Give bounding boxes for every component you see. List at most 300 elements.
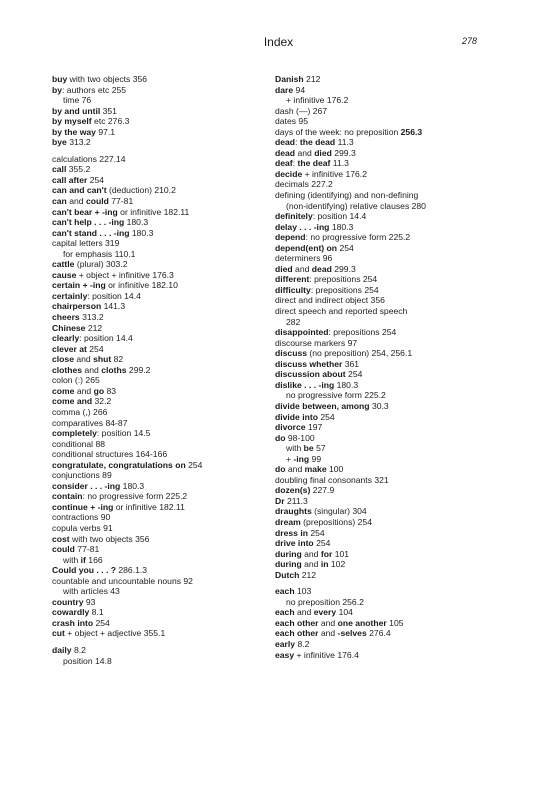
index-reference: (deduction) 210.2 xyxy=(106,185,176,196)
index-term: Chinese xyxy=(52,322,86,333)
index-entry xyxy=(275,650,485,661)
index-term: can and can't xyxy=(52,185,107,196)
index-reference: 77-81 xyxy=(108,196,134,207)
index-reference: 313.2 xyxy=(79,312,104,323)
index-term: could xyxy=(85,196,109,207)
index-entry xyxy=(275,586,485,597)
index-term: country xyxy=(52,596,84,607)
index-reference: + infinitive 176.2 xyxy=(286,95,349,106)
index-term: definitely xyxy=(275,211,313,222)
index-entry xyxy=(275,443,485,454)
index-entry xyxy=(275,517,485,528)
index-term: each other xyxy=(275,628,319,639)
index-entry xyxy=(52,127,257,138)
index-reference: (prepositions) 254 xyxy=(300,516,372,527)
index-reference: 105 xyxy=(386,617,404,628)
index-reference: comparatives 84-87 xyxy=(52,417,128,428)
index-column-left xyxy=(52,74,257,666)
index-entry xyxy=(275,169,485,180)
index-reference: 299.3 xyxy=(331,147,356,158)
index-term: draughts xyxy=(275,506,312,517)
index-entry xyxy=(52,95,257,106)
index-entry xyxy=(275,222,485,233)
index-term: dead xyxy=(275,147,296,158)
index-reference: 286.1.3 xyxy=(115,565,148,576)
index-reference: and xyxy=(66,196,86,207)
index-term: died xyxy=(275,263,293,274)
index-term: call xyxy=(52,164,67,175)
index-reference: 254 xyxy=(345,369,363,380)
index-term: cheers xyxy=(52,312,80,323)
index-reference: for emphasis 110.1 xyxy=(63,248,136,259)
index-entry xyxy=(275,327,485,338)
index-term: each other xyxy=(275,617,319,628)
index-entry xyxy=(275,274,485,285)
index-reference: 94 xyxy=(293,84,306,95)
index-entry xyxy=(52,618,257,629)
index-reference: calculations 227.14 xyxy=(52,153,126,164)
index-term: do xyxy=(275,464,286,475)
index-reference: (plural) 303.2 xyxy=(74,259,128,270)
index-entry xyxy=(52,502,257,513)
index-entry xyxy=(275,549,485,560)
index-reference: 11.3 xyxy=(330,158,349,169)
index-entry xyxy=(52,116,257,127)
index-reference: or infinitive 182.10 xyxy=(105,280,178,291)
index-term: contain xyxy=(52,491,83,502)
index-reference: and xyxy=(73,354,94,365)
index-reference: capital letters 319 xyxy=(52,238,120,249)
index-reference: (non-identifying) relative clauses 280 xyxy=(286,200,426,211)
index-reference: no progressive form 225.2 xyxy=(286,390,386,401)
index-reference: + object + infinitive 176.3 xyxy=(76,269,174,280)
index-term: one another xyxy=(337,617,387,628)
index-reference: and xyxy=(74,385,94,396)
index-reference: contractions 90 xyxy=(52,512,111,523)
index-term: can xyxy=(52,196,67,207)
index-reference: with two objects 356 xyxy=(69,533,150,544)
index-reference: 166 xyxy=(85,554,103,565)
index-term: dead xyxy=(275,137,296,148)
index-term: certainly xyxy=(52,290,88,301)
index-entry xyxy=(52,291,257,302)
index-entry xyxy=(52,428,257,439)
index-term: shut xyxy=(93,354,112,365)
index-reference: 100 xyxy=(326,464,344,475)
index-entry xyxy=(275,106,485,117)
index-term: do xyxy=(275,432,286,443)
index-term: disappointed xyxy=(275,327,329,338)
index-reference: 197 xyxy=(305,422,323,433)
index-entry xyxy=(52,449,257,460)
index-reference: and xyxy=(294,607,314,618)
index-reference: : position 14.4 xyxy=(312,211,367,222)
index-entry xyxy=(275,243,485,254)
index-term: clothes xyxy=(52,364,83,375)
index-entry xyxy=(52,565,257,576)
index-reference: discourse markers 97 xyxy=(275,337,358,348)
index-reference: 299.2 xyxy=(126,364,151,375)
index-term: dream xyxy=(275,516,301,527)
index-reference: or infinitive 182.11 xyxy=(117,206,190,217)
index-reference: : no progressive form 225.2 xyxy=(82,491,188,502)
index-term: each xyxy=(275,586,295,597)
index-reference: 77-81 xyxy=(74,544,100,555)
index-entry xyxy=(275,422,485,433)
index-reference: 30.3 xyxy=(369,400,389,411)
index-entry xyxy=(275,306,485,317)
index-reference: conditional structures 164-166 xyxy=(52,449,168,460)
index-term: close xyxy=(52,354,74,365)
index-reference: position 14.8 xyxy=(63,655,112,666)
index-term: dare xyxy=(275,84,294,95)
index-term: every xyxy=(313,607,337,618)
index-reference: 104 xyxy=(336,607,353,618)
index-entry xyxy=(52,407,257,418)
index-entry xyxy=(52,396,257,407)
index-reference: 212 xyxy=(299,569,317,580)
index-term: early xyxy=(275,638,296,649)
index-entry xyxy=(275,597,485,608)
index-reference: 361 xyxy=(342,358,360,369)
index-term: Dutch xyxy=(275,569,300,580)
index-entry xyxy=(275,285,485,296)
index-reference: and xyxy=(318,617,338,628)
index-entry xyxy=(275,538,485,549)
index-reference: : xyxy=(295,137,300,148)
index-reference: and xyxy=(82,364,102,375)
index-term: discuss xyxy=(275,348,308,359)
index-reference: 180.3 xyxy=(124,217,149,228)
index-reference: and xyxy=(318,628,338,639)
index-term: certain + -ing xyxy=(52,280,106,291)
index-reference: + xyxy=(286,453,294,464)
index-term: discussion about xyxy=(275,369,346,380)
index-term: divide between, among xyxy=(275,400,370,411)
index-entry xyxy=(52,628,257,639)
index-term: depend(ent) on xyxy=(275,242,338,253)
index-entry xyxy=(52,491,257,502)
index-reference: conjunctions 89 xyxy=(52,470,112,481)
index-entry xyxy=(275,390,485,401)
index-entry xyxy=(275,95,485,106)
index-entry xyxy=(275,148,485,159)
index-term: 256.3 xyxy=(400,126,423,137)
index-entry xyxy=(52,555,257,566)
index-term: make xyxy=(304,464,327,475)
index-term: cattle xyxy=(52,259,75,270)
index-reference: 57 xyxy=(313,443,326,454)
index-reference: 8.2 xyxy=(295,638,310,649)
index-entry xyxy=(52,586,257,597)
index-reference: (no preposition) 254, 256.1 xyxy=(307,348,413,359)
index-entry xyxy=(52,154,257,165)
index-term: clearly xyxy=(52,333,80,344)
index-entry xyxy=(52,333,257,344)
index-reference: + infinitive 176.4 xyxy=(294,649,359,660)
index-reference: and xyxy=(292,263,312,274)
index-entry xyxy=(275,433,485,444)
index-entry xyxy=(275,485,485,496)
index-reference: 82 xyxy=(111,354,124,365)
index-reference: 254 xyxy=(93,617,110,628)
index-entry xyxy=(52,270,257,281)
index-entry xyxy=(275,232,485,243)
index-entry xyxy=(52,196,257,207)
index-reference: decimals 227.2 xyxy=(275,179,333,190)
index-reference: with articles 43 xyxy=(63,586,120,597)
index-term: different xyxy=(275,274,310,285)
index-entry xyxy=(275,127,485,138)
index-reference: 8.1 xyxy=(89,607,104,618)
index-term: deaf xyxy=(275,158,293,169)
index-reference: defining (identifying) and non-defining xyxy=(275,190,419,201)
index-reference: and xyxy=(285,464,305,475)
index-entry xyxy=(275,369,485,380)
index-reference: determiners 96 xyxy=(275,253,333,264)
index-reference: dash (—) 267 xyxy=(275,105,328,116)
index-reference: etc 276.3 xyxy=(91,116,130,127)
index-entry xyxy=(52,375,257,386)
index-term: crash into xyxy=(52,617,94,628)
index-term: dozen(s) xyxy=(275,485,311,496)
index-reference: : position 14.5 xyxy=(96,428,151,439)
index-term: divorce xyxy=(275,422,306,433)
index-term: Dr xyxy=(275,495,285,506)
index-reference: : prepositions 254 xyxy=(310,284,379,295)
index-entry xyxy=(275,158,485,169)
index-term: by and until xyxy=(52,105,101,116)
index-reference: conditional 88 xyxy=(52,438,106,449)
index-reference: and xyxy=(301,559,321,570)
index-term: Could you . . . ? xyxy=(52,565,116,576)
index-reference: : authors etc 255 xyxy=(62,84,127,95)
index-entry xyxy=(275,639,485,650)
index-reference: 227.9 xyxy=(310,485,335,496)
index-reference: 313.2 xyxy=(66,137,91,148)
index-entry xyxy=(275,559,485,570)
index-entry xyxy=(275,338,485,349)
index-reference: 254 xyxy=(317,411,335,422)
index-reference: 99 xyxy=(309,453,322,464)
index-entry xyxy=(52,512,257,523)
index-term: cloths xyxy=(101,364,127,375)
index-reference: : prepositions 254 xyxy=(309,274,378,285)
index-term: buy xyxy=(52,74,68,84)
index-term: Danish xyxy=(275,74,304,84)
index-entry xyxy=(275,528,485,539)
index-entry xyxy=(52,312,257,323)
index-term: come xyxy=(52,385,75,396)
index-entry xyxy=(52,481,257,492)
index-entry xyxy=(52,597,257,608)
page-number: 278 xyxy=(462,36,478,46)
index-term: can't bear + -ing xyxy=(52,206,118,217)
index-reference: 98-100 xyxy=(285,432,315,443)
index-entry xyxy=(275,253,485,264)
index-reference: 83 xyxy=(104,385,117,396)
index-reference: 101 xyxy=(332,548,350,559)
index-entry xyxy=(275,464,485,475)
index-term: each xyxy=(275,607,295,618)
index-reference: 254 xyxy=(86,343,104,354)
index-entry xyxy=(52,323,257,334)
index-term: delay . . . -ing xyxy=(275,221,330,232)
index-entry xyxy=(52,228,257,239)
index-term: daily xyxy=(52,644,72,655)
index-entry xyxy=(52,470,257,481)
index-term: drive into xyxy=(275,538,314,549)
index-term: depend xyxy=(275,232,306,243)
index-entry xyxy=(52,344,257,355)
index-entry xyxy=(52,217,257,228)
index-reference: days of the week: no preposition xyxy=(275,126,401,137)
index-term: go xyxy=(93,385,105,396)
index-term: dislike . . . -ing xyxy=(275,379,335,390)
index-entry xyxy=(275,628,485,639)
index-term: divide into xyxy=(275,411,318,422)
index-term: by myself xyxy=(52,116,92,127)
index-entry xyxy=(275,348,485,359)
index-entry xyxy=(52,418,257,429)
index-entry xyxy=(275,454,485,465)
index-reference: 212 xyxy=(85,322,103,333)
index-reference: and xyxy=(295,147,315,158)
index-entry xyxy=(52,238,257,249)
index-term: consider . . . -ing xyxy=(52,480,121,491)
index-reference: doubling final consonants 321 xyxy=(275,474,389,485)
index-column-right xyxy=(275,74,485,660)
index-entry xyxy=(275,295,485,306)
index-entry xyxy=(52,576,257,587)
index-entry xyxy=(275,380,485,391)
index-term: can't help . . . -ing xyxy=(52,217,125,228)
index-reference: 254 xyxy=(185,459,203,470)
index-term: cut xyxy=(52,628,65,639)
index-reference: : no progressive form 225.2 xyxy=(305,232,411,243)
index-entry xyxy=(275,201,485,212)
index-reference: colon (:) 265 xyxy=(52,375,100,386)
index-entry xyxy=(275,190,485,201)
index-term: difficulty xyxy=(275,284,311,295)
index-entry xyxy=(52,175,257,186)
index-term: congratulate, congratulations on xyxy=(52,459,186,470)
index-reference: 102 xyxy=(328,559,346,570)
index-entry xyxy=(52,656,257,667)
index-reference: 212 xyxy=(303,74,321,84)
index-entry xyxy=(52,645,257,656)
index-entry xyxy=(275,412,485,423)
index-term: call after xyxy=(52,174,88,185)
index-entry xyxy=(52,607,257,618)
index-entry xyxy=(52,164,257,175)
index-entry xyxy=(52,534,257,545)
index-entry xyxy=(52,365,257,376)
index-entry xyxy=(275,74,485,85)
index-reference: 180.3 xyxy=(120,480,145,491)
index-term: by xyxy=(52,84,63,95)
index-entry xyxy=(275,618,485,629)
index-entry xyxy=(52,137,257,148)
index-reference: or infinitive 182.11 xyxy=(113,501,185,512)
index-entry xyxy=(52,106,257,117)
index-term: continue + -ing xyxy=(52,501,114,512)
index-reference: : xyxy=(292,158,298,169)
index-reference: 211.3 xyxy=(284,495,308,506)
index-entry xyxy=(52,523,257,534)
index-term: during xyxy=(275,559,302,570)
index-reference: + infinitive 176.2 xyxy=(302,168,367,179)
index-reference: 11.3 xyxy=(335,137,354,148)
index-term: bye xyxy=(52,137,67,148)
index-reference: 97.1 xyxy=(95,126,116,137)
index-reference: with two objects 356 xyxy=(67,74,148,84)
index-term: cause xyxy=(52,269,77,280)
index-entry xyxy=(275,85,485,96)
index-entry xyxy=(275,211,485,222)
index-entry xyxy=(52,185,257,196)
index-reference: 282 xyxy=(286,316,301,327)
index-reference: time 76 xyxy=(63,95,92,106)
index-term: -ing xyxy=(293,453,310,464)
index-reference: 180.3 xyxy=(129,227,154,238)
index-entry xyxy=(52,280,257,291)
index-term: cowardly xyxy=(52,607,90,618)
index-term: during xyxy=(275,548,302,559)
index-entry xyxy=(52,85,257,96)
index-term: be xyxy=(303,443,314,454)
index-reference: 254 xyxy=(337,242,354,253)
index-reference: countable and uncountable nouns 92 xyxy=(52,575,193,586)
index-reference: direct and indirect object 356 xyxy=(275,295,385,306)
page-title: Index xyxy=(263,35,294,49)
index-reference: with xyxy=(63,554,81,565)
index-term: discuss whether xyxy=(275,358,343,369)
index-entry xyxy=(275,116,485,127)
index-reference: 103 xyxy=(294,586,312,597)
index-entry xyxy=(275,264,485,275)
index-entry xyxy=(275,475,485,486)
index-reference: 180.3 xyxy=(329,221,354,232)
index-reference: 276.4 xyxy=(366,628,391,639)
index-entry xyxy=(52,207,257,218)
index-term: in xyxy=(320,559,329,570)
index-reference: 254 xyxy=(87,174,105,185)
index-reference: : position 14.4 xyxy=(79,333,133,344)
index-entry xyxy=(275,496,485,507)
index-entry xyxy=(275,401,485,412)
index-reference: 93 xyxy=(83,596,96,607)
index-entry xyxy=(275,570,485,581)
index-term: dress in xyxy=(275,527,308,538)
index-term: died xyxy=(314,147,332,158)
index-reference: : position 14.4 xyxy=(87,290,141,301)
index-entry xyxy=(52,460,257,471)
index-reference: with xyxy=(286,443,304,454)
index-reference: 32.2 xyxy=(92,396,112,407)
index-reference: (singular) 304 xyxy=(311,506,367,517)
index-term: easy xyxy=(275,649,295,660)
index-entry xyxy=(275,179,485,190)
index-reference: copula verbs 91 xyxy=(52,522,113,533)
index-entry xyxy=(52,259,257,270)
index-term: could xyxy=(52,544,75,555)
index-term: clever at xyxy=(52,343,87,354)
index-entry xyxy=(52,544,257,555)
index-term: for xyxy=(320,548,333,559)
index-reference: comma (,) 266 xyxy=(52,406,108,417)
index-term: decide xyxy=(275,168,303,179)
